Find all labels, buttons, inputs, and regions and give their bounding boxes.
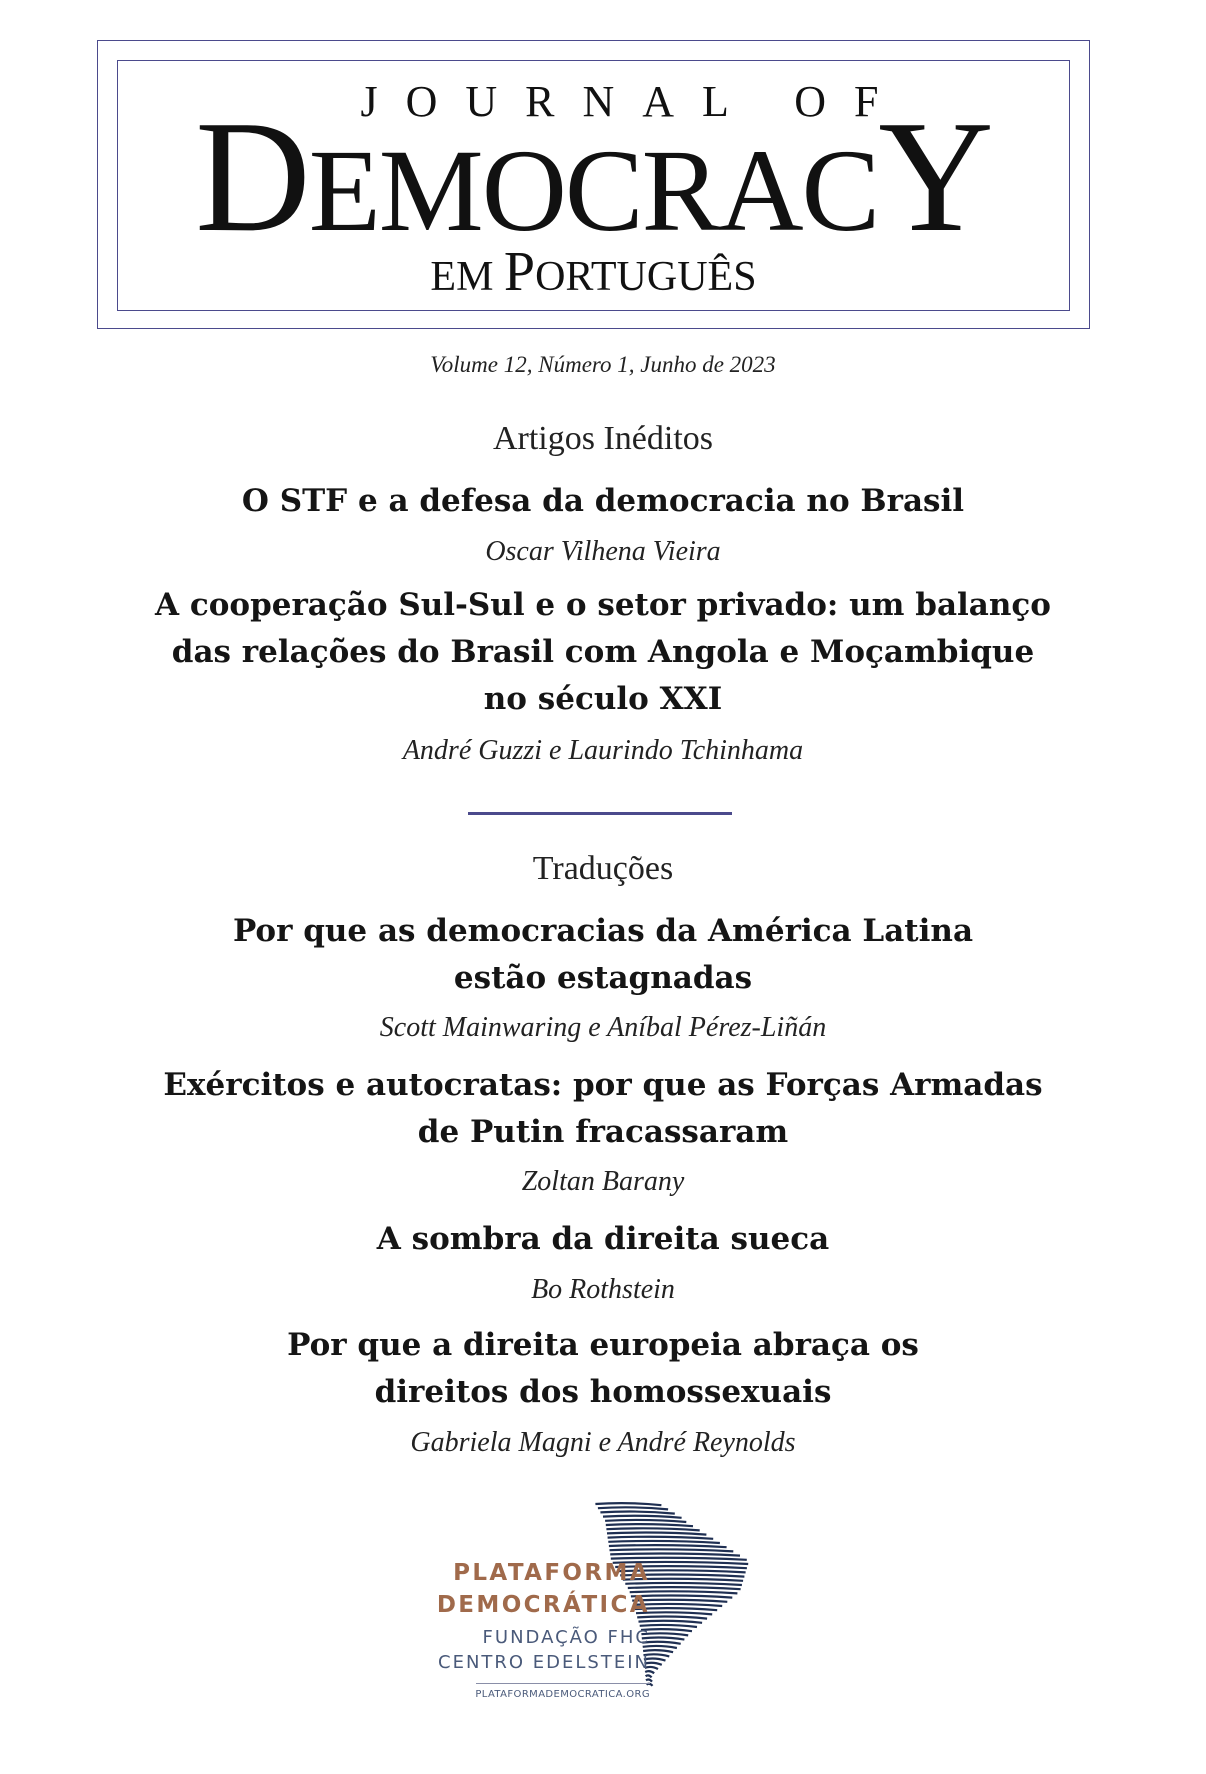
masthead-em: EM <box>430 254 504 300</box>
masthead-democracy <box>117 87 1070 265</box>
map-stroke <box>646 1680 652 1682</box>
article-title: A sombra da direita sueca <box>376 1221 830 1257</box>
section-title-artigos: Artigos Inéditos <box>492 420 714 457</box>
article-author: André Guzzi e Laurindo Tchinhama <box>402 735 804 766</box>
map-stroke <box>605 1520 686 1522</box>
article-title <box>120 1062 1086 1156</box>
masthead-democracy-final: Y <box>878 87 992 265</box>
map-stroke <box>607 1533 706 1535</box>
logo-url: PLATAFORMADEMOCRATICA.ORG <box>475 1689 650 1700</box>
article-author: Scott Mainwaring e Aníbal Pérez-Liñán <box>379 1012 827 1043</box>
map-stroke <box>610 1549 734 1551</box>
logo-divider <box>476 1683 650 1684</box>
article-title-line: no século XXI <box>483 681 723 717</box>
article-title-line: Por que a direita europeia abraça os <box>287 1327 919 1363</box>
section-divider <box>468 812 732 815</box>
masthead-democracy-initial: D <box>195 87 309 265</box>
article-title-line: Exércitos e autocratas: por que as Forças Armadas <box>163 1067 1043 1103</box>
article-title-line: estão estagnadas <box>453 960 753 996</box>
map-stroke <box>606 1528 699 1530</box>
masthead-em-portugues <box>117 241 1070 303</box>
article-author: Bo Rothstein <box>531 1274 675 1305</box>
article-title-line: Por que as democracias da América Latina <box>232 913 974 949</box>
article-title: O STF e a defesa da democracia no Brasil <box>241 483 965 519</box>
section-title-traducoes: Traduções <box>532 850 674 887</box>
masthead-journal-of: JOURNAL OF <box>360 77 907 126</box>
map-stroke <box>600 1512 674 1514</box>
map-stroke <box>628 1587 741 1589</box>
logo-fundacao: FUNDAÇÃO FHC <box>482 1627 650 1648</box>
article-title <box>120 1322 1086 1416</box>
logo-centro: CENTRO EDELSTEIN <box>438 1652 650 1673</box>
logo-democratica: DEMOCRÁTICA <box>436 1592 650 1618</box>
map-stroke <box>610 1554 740 1556</box>
map-stroke <box>609 1545 727 1547</box>
map-stroke <box>639 1621 703 1623</box>
article-title <box>120 908 1086 1002</box>
article-title <box>120 582 1086 723</box>
map-stroke <box>595 1503 661 1505</box>
article-author: Gabriela Magni e André Reynolds <box>410 1427 796 1458</box>
article-title-line: A cooperação Sul-Sul e o setor privado: um balanço <box>155 587 1051 623</box>
map-stroke <box>603 1516 682 1518</box>
article-author: Zoltan Barany <box>521 1166 685 1197</box>
map-stroke <box>598 1507 668 1509</box>
article-title-line: de Putin fracassaram <box>417 1114 789 1150</box>
issue-info: Volume 12, Número 1, Junho de 2023 <box>430 352 776 377</box>
logo-plataforma: PLATAFORMA <box>453 1560 650 1586</box>
masthead-portugues-initial: P <box>503 241 536 303</box>
map-stroke <box>606 1524 693 1526</box>
map-stroke <box>647 1684 653 1686</box>
masthead-democracy-middle: EMOCRAC <box>308 125 879 256</box>
map-stroke <box>608 1537 714 1539</box>
map-stroke <box>608 1541 720 1543</box>
article-title-line: das relações do Brasil com Angola e Moçambique <box>171 634 1035 670</box>
map-stroke <box>646 1675 652 1677</box>
article-title-line: direitos dos homossexuais <box>374 1374 832 1410</box>
article-author: Oscar Vilhena Vieira <box>485 536 721 567</box>
masthead-portugues-rest: ORTUGUÊS <box>535 254 757 300</box>
